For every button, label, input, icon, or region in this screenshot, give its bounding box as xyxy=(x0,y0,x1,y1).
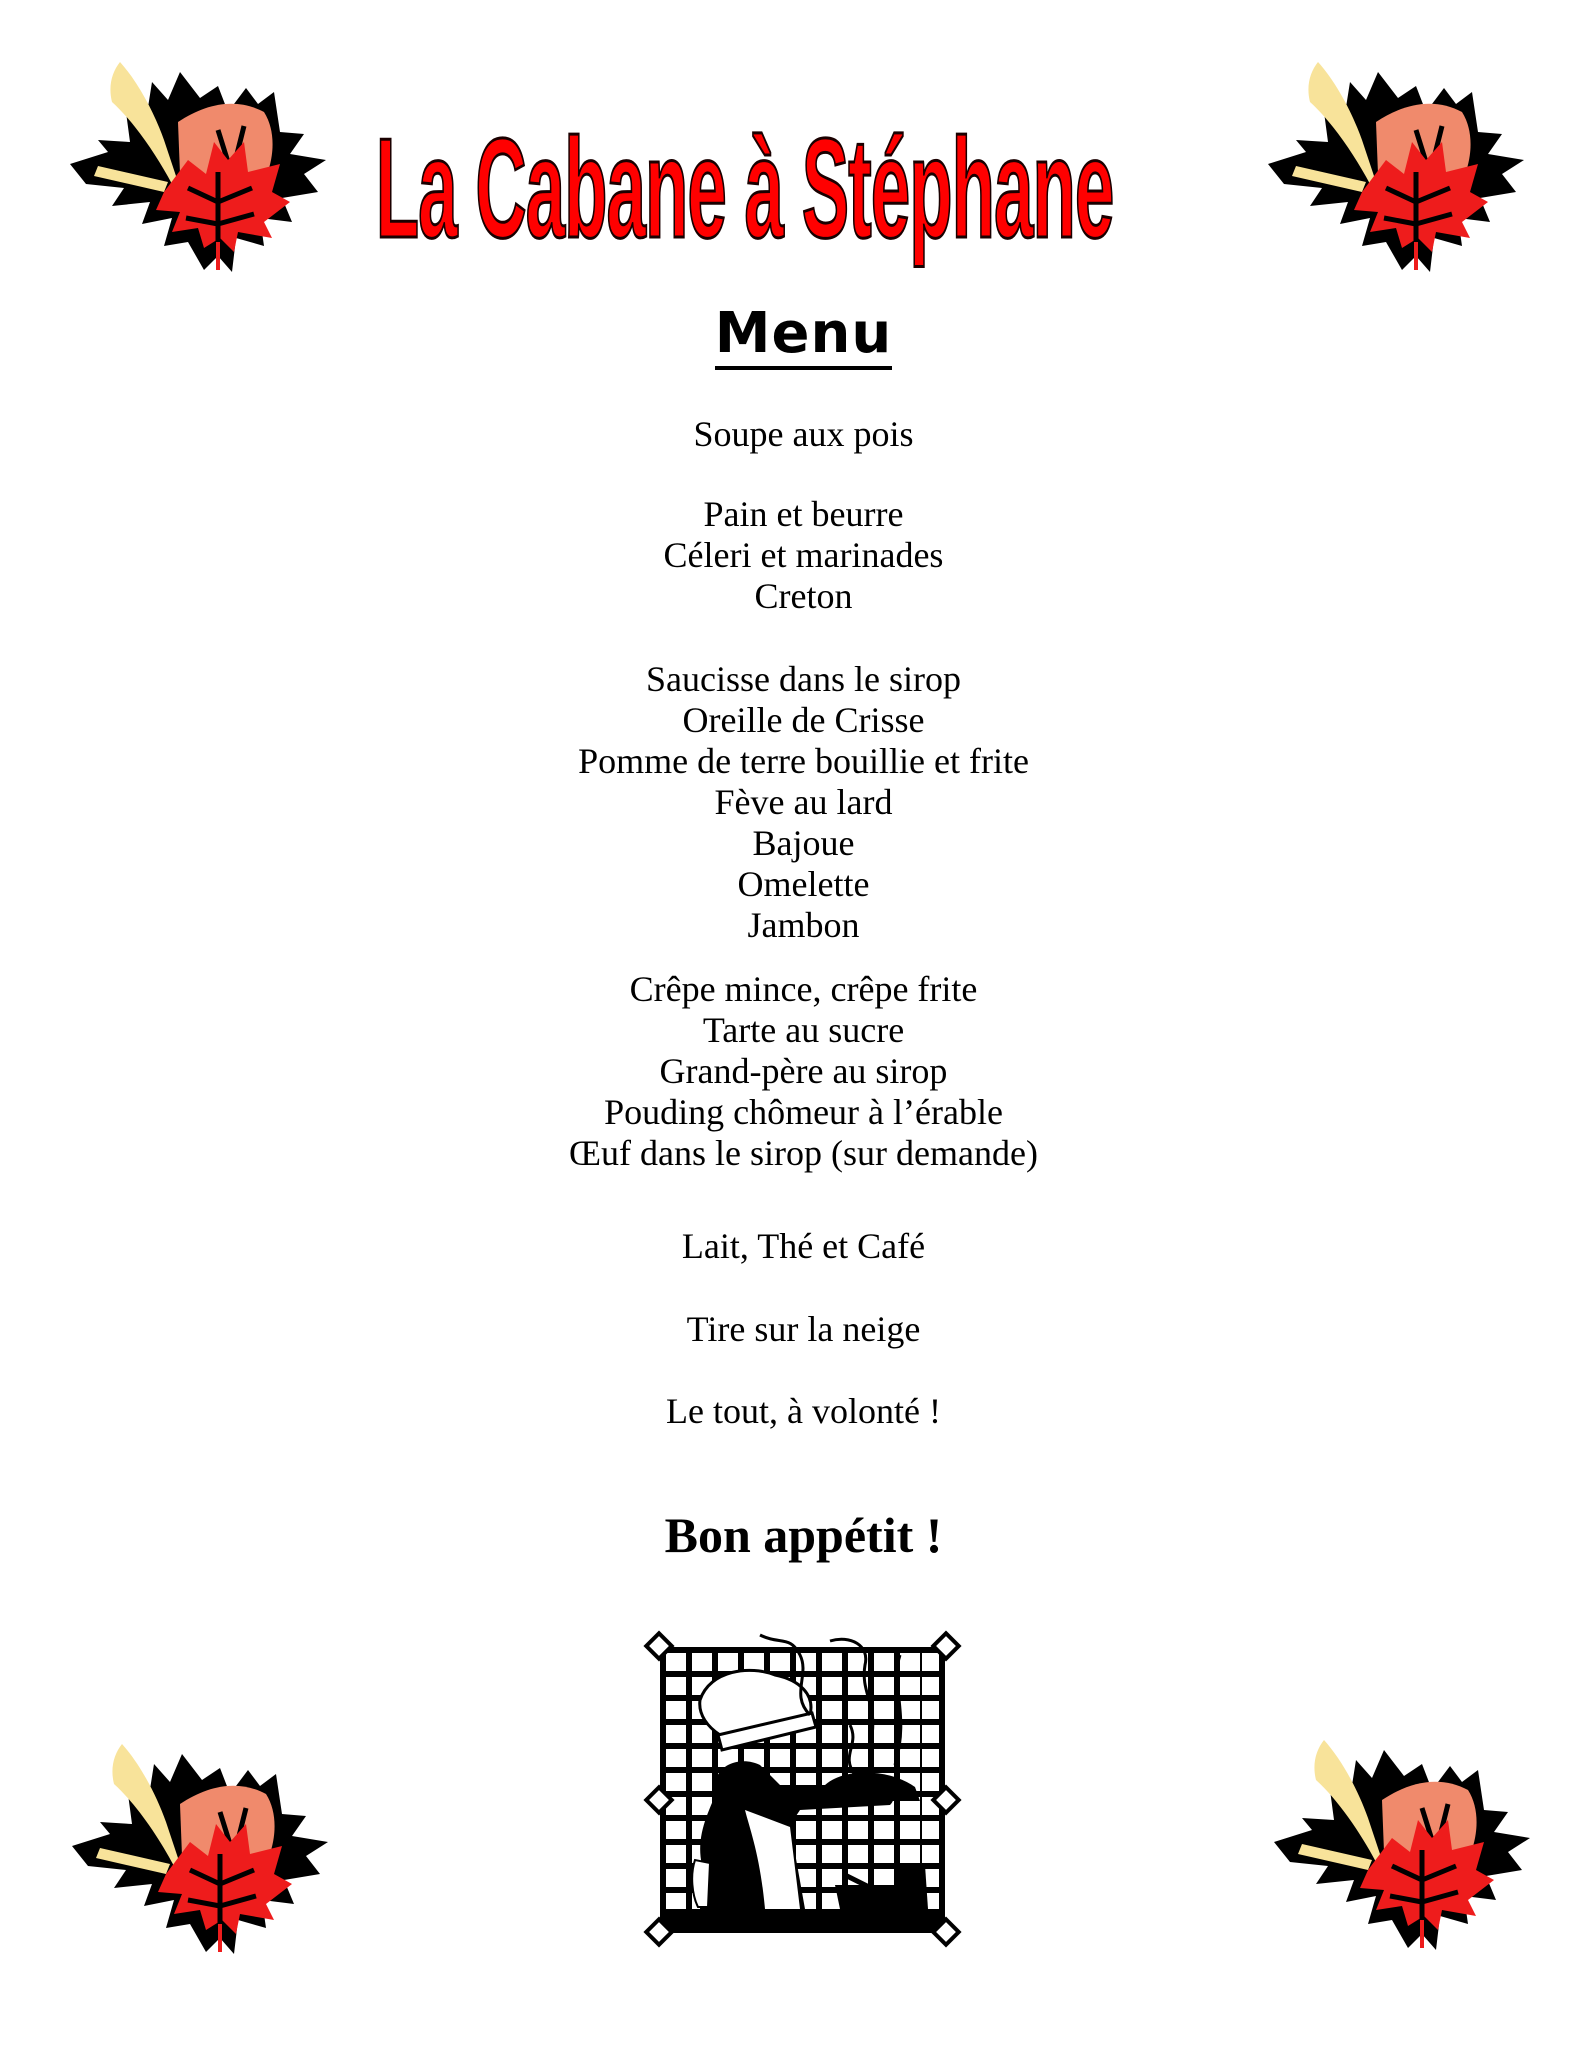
maple-leaf-cluster-icon xyxy=(68,42,328,272)
maple-leaf-icon xyxy=(1272,1720,1532,1950)
menu-item: Grand-père au sirop xyxy=(659,1051,948,1091)
maple-leaf-icon xyxy=(70,1724,330,1954)
menu-item: Omelette xyxy=(737,864,870,904)
menu-item: Crêpe mince, crêpe frite xyxy=(629,969,978,1009)
maple-leaf-cluster-icon xyxy=(70,1724,330,1954)
menu-item: Œuf dans le sirop (sur demande) xyxy=(569,1133,1038,1173)
menu-item: Saucisse dans le sirop xyxy=(646,659,961,699)
menu-heading-text: Menu xyxy=(715,302,892,370)
menu-item: Lait, Thé et Café xyxy=(681,1226,926,1266)
menu-item: Pomme de terre bouillie et frite xyxy=(578,741,1029,781)
maple-leaf-icon xyxy=(1266,42,1526,272)
menu-item: Creton xyxy=(754,576,853,616)
restaurant-title xyxy=(376,109,1114,278)
menu-item: Jambon xyxy=(747,905,860,945)
chef-icon xyxy=(640,1595,965,1950)
menu-item: Tire sur la neige xyxy=(686,1309,921,1349)
closing-text: Bon appétit ! xyxy=(664,1507,943,1563)
menu-item: Oreille de Crisse xyxy=(682,700,925,740)
menu-item: Tarte au sucre xyxy=(702,1010,905,1050)
title-text: La Cabane à Stéphane xyxy=(376,109,1114,268)
menu-item: Pouding chômeur à l’érable xyxy=(604,1092,1003,1132)
menu-item: Fève au lard xyxy=(714,782,893,822)
maple-leaf-cluster-icon xyxy=(1272,1720,1532,1950)
menu-item: Céleri et marinades xyxy=(663,535,944,575)
menu-heading xyxy=(0,302,1582,370)
menu-item: Pain et beurre xyxy=(703,494,904,534)
menu-item: Soupe aux pois xyxy=(693,414,914,454)
chef-illustration-icon xyxy=(640,1595,965,1950)
maple-leaf-icon xyxy=(68,42,328,272)
menu-item: Le tout, à volonté ! xyxy=(666,1391,941,1431)
maple-leaf-cluster-icon xyxy=(1266,42,1526,272)
menu-item: Bajoue xyxy=(752,823,855,863)
